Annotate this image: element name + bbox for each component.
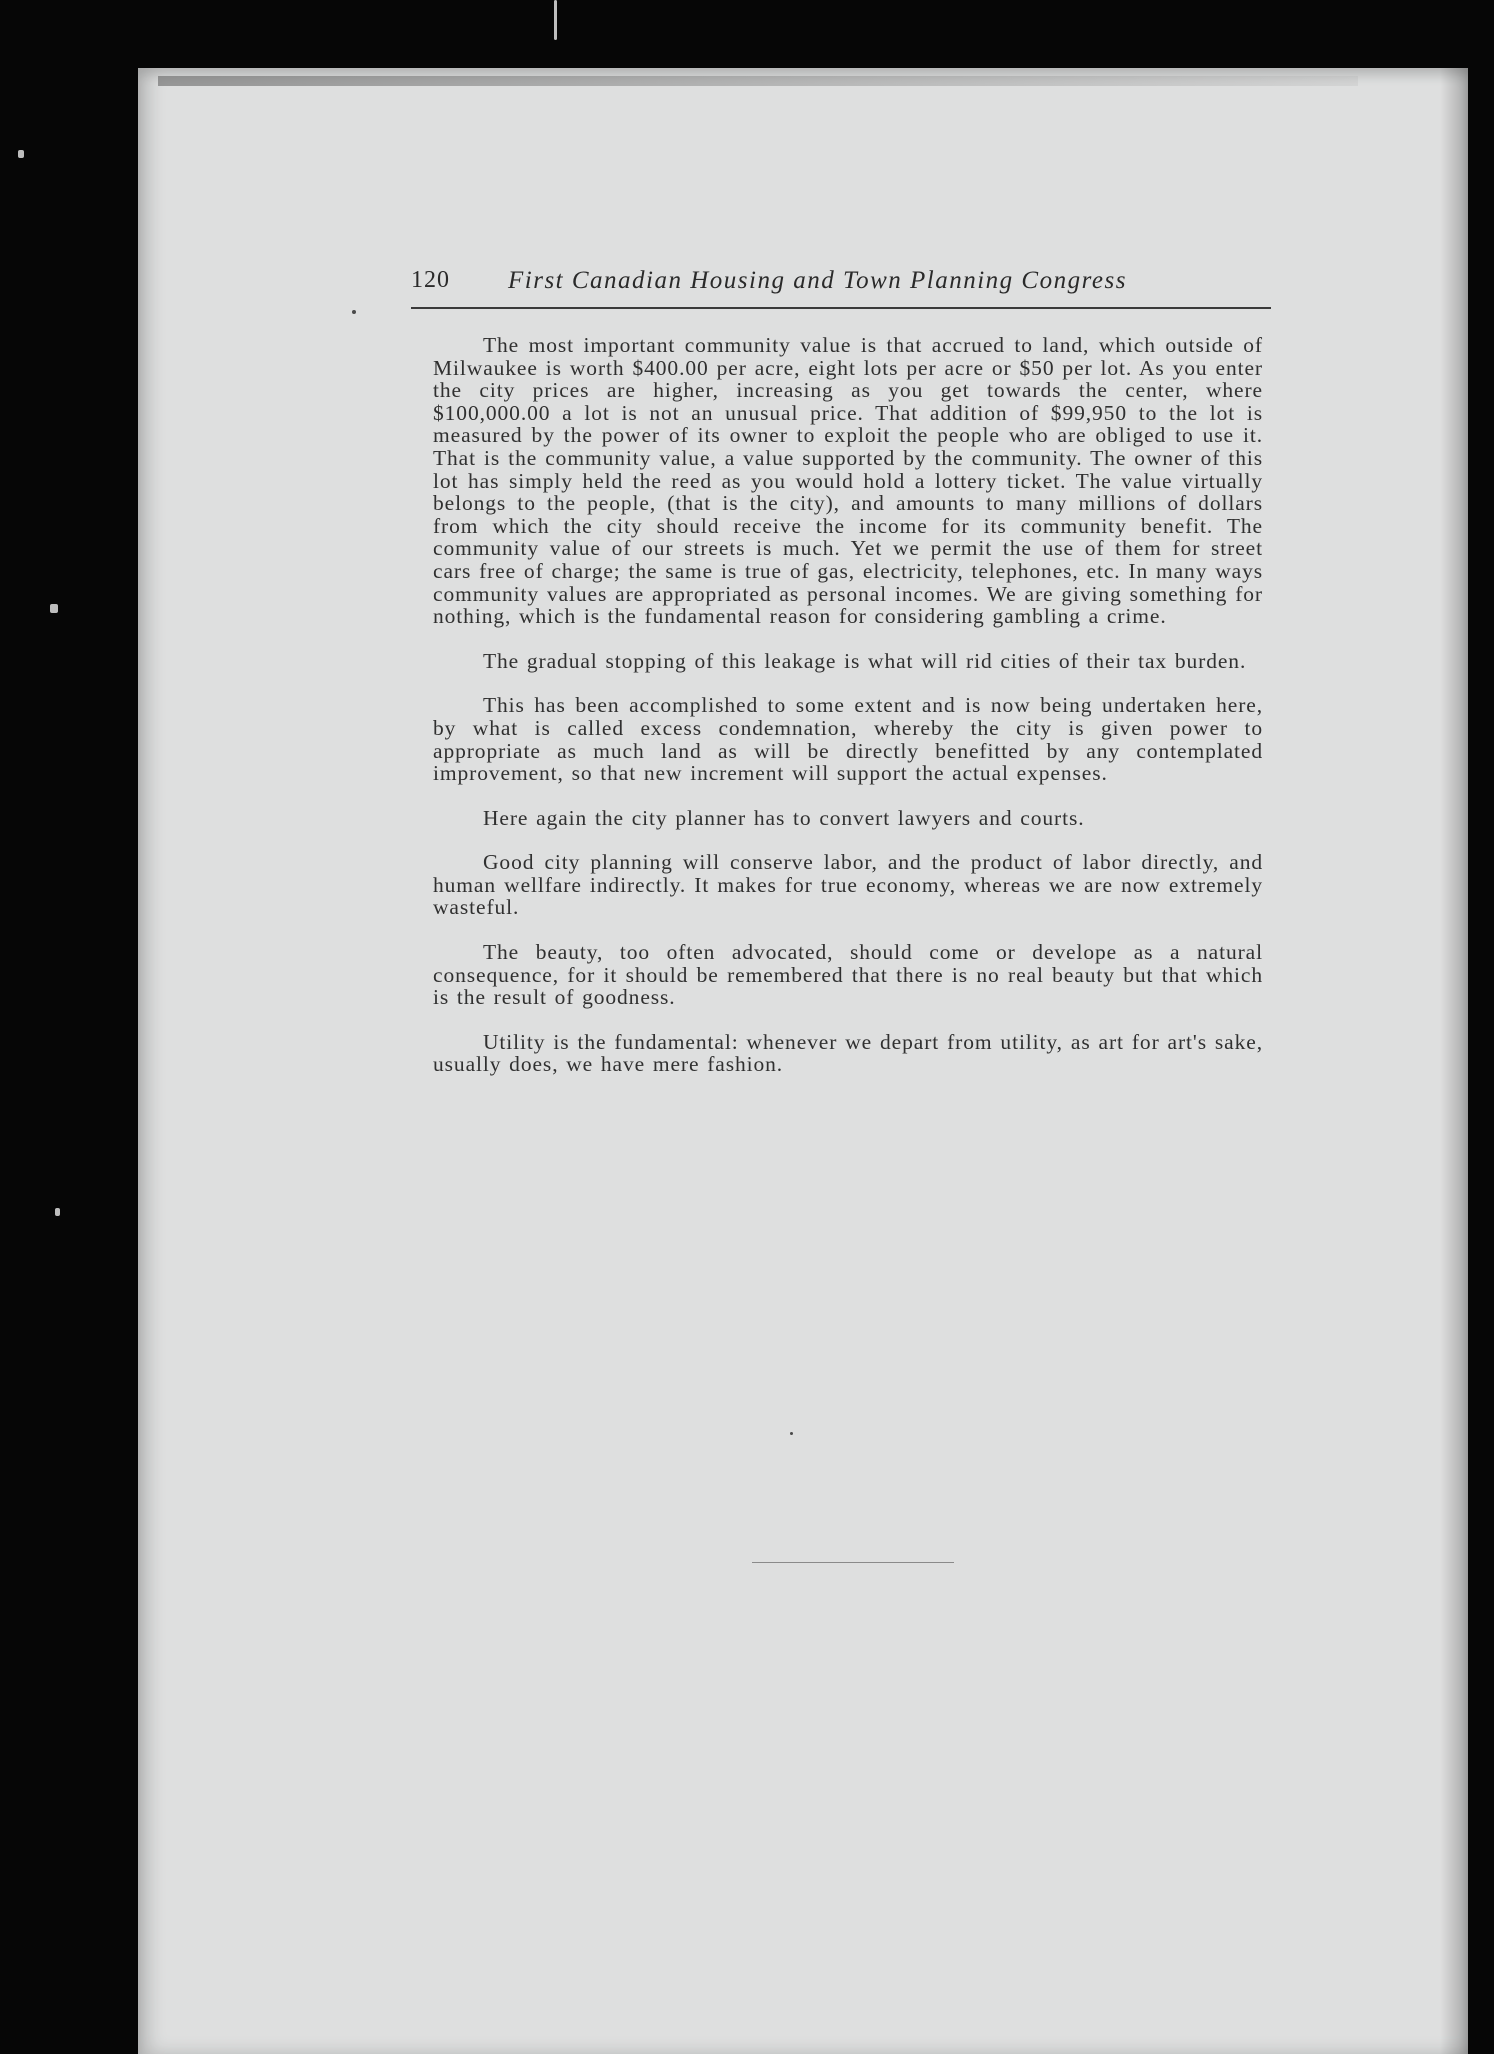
- margin-speck: [352, 310, 356, 314]
- paragraph-utility: Utility is the fundamental: whenever we depart from utility, as art for art's sake, usually does, we have mere fashion.: [433, 1029, 1263, 1077]
- film-mark-left-2: [50, 604, 58, 613]
- paragraph-tax-burden: The gradual stopping of this leakage is what will rid cities of their tax burden.: [483, 648, 1247, 673]
- paragraph-beauty: The beauty, too often advocated, should come or develope as a natural consequence, for it should be remembered that there is no real beauty but that which is the result of goodness.: [433, 940, 1263, 1010]
- section-end-rule: [752, 1562, 954, 1563]
- page-number: 120: [411, 267, 450, 293]
- paragraph-lawyers-courts: Here again the city planner has to convert lawyers and courts.: [483, 805, 1085, 830]
- film-mark-left-3: [55, 1208, 60, 1216]
- body-text: [433, 334, 1263, 1098]
- page-right-edge: [1440, 68, 1468, 2054]
- film-mark-left-1: [18, 150, 24, 158]
- page-top-shadow: [158, 76, 1358, 86]
- running-header: [411, 267, 1271, 309]
- film-mark-top: [554, 0, 557, 40]
- paragraph-community-value: The most important community value is that accrued to land, which outside of Milwaukee is worth $400.00 per acre, eight lots per acre or $50 per lot. As you enter the city prices are higher, increasing as you get towards the center, where $100,000.00 a lot is not an unusual price. That addition of $99,950 to the lot is measured by the power of its owner to exploit the people who are obliged to use it. That is the community value, a value supported by the community. The owner of this lot has simply held the reed as you would hold a lottery ticket. The value virtually belongs to the people, (that is the city), and amounts to many millions of dollars from which the city should receive the income for its community benefit. The community value of our streets is much. Yet we permit the use of them for street cars free of charge; the same is true of gas, electricity, telephones, etc. In many ways community values are appropriated as personal incomes. We are giving something for nothing, which is the fundamental reason for considering gambling a crime.: [433, 333, 1263, 629]
- paragraph-good-planning: Good city planning will conserve labor, and the product of labor directly, and human wellfare indirectly. It makes for true economy, whereas we are now extremely wasteful.: [433, 850, 1263, 920]
- page-speck: [790, 1432, 793, 1435]
- running-title: First Canadian Housing and Town Planning Congress: [508, 267, 1127, 294]
- paragraph-excess-condemnation: This has been accomplished to some extent and is now being undertaken here, by what is called excess condemnation, whereby the city is given power to appropriate as much land as will be directly benefitted by any contemplated improvement, so that new increment will support the actual expenses.: [433, 693, 1263, 786]
